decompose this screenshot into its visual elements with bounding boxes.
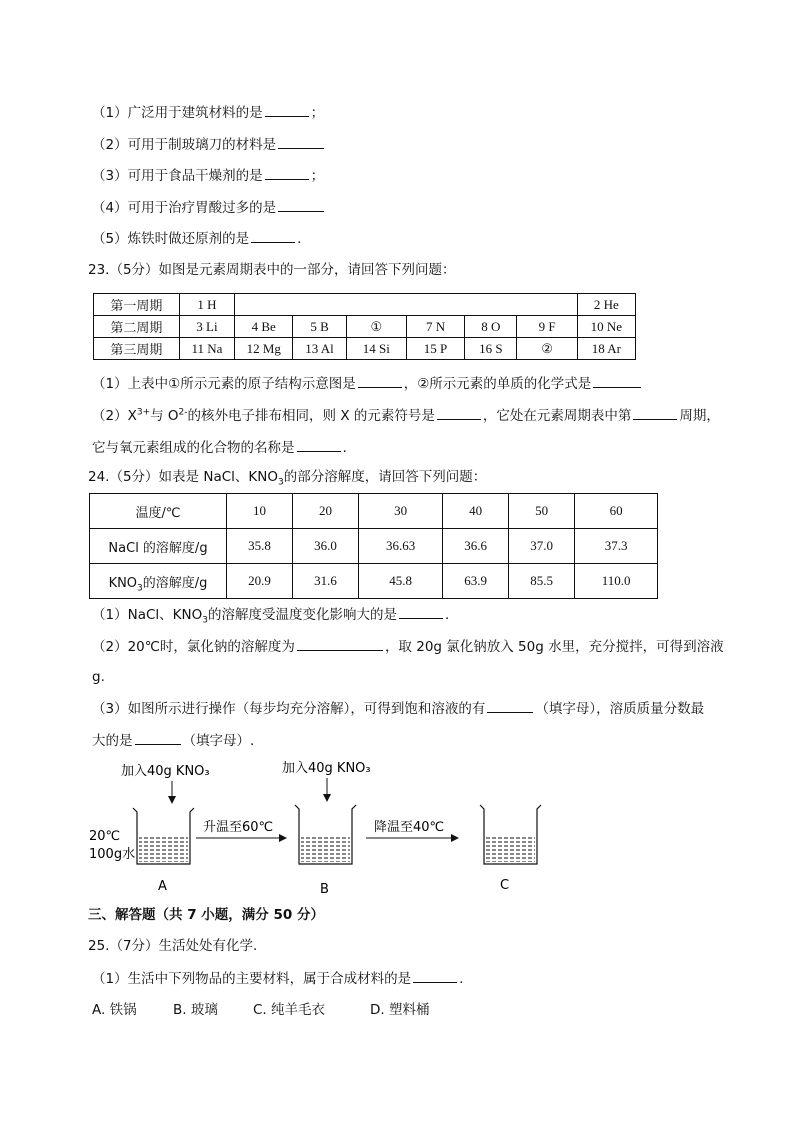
answer-blank[interactable] <box>297 637 383 651</box>
answer-blank[interactable] <box>399 605 443 619</box>
answer-blank[interactable] <box>593 374 641 388</box>
table-cell: 37.0 <box>509 529 575 564</box>
element-cell: 3 Li <box>179 316 234 338</box>
table-row <box>90 529 658 564</box>
condition-water: 100g水 <box>89 847 136 862</box>
period-label: 第一周期 <box>94 294 180 316</box>
q23-part1 <box>92 374 643 393</box>
answer-blank[interactable] <box>278 198 324 212</box>
element-cell: 11 Na <box>179 338 234 360</box>
q22-item-3-text: （3）可用于食品干燥剂的是 <box>92 168 263 184</box>
table-row <box>94 294 636 316</box>
q24-part1-text-b: 的溶解度受温度变化影响大的是 <box>207 607 397 623</box>
beaker-b <box>295 805 356 864</box>
q24-part1 <box>92 605 449 624</box>
answer-blank[interactable] <box>265 103 309 117</box>
element-cell: 13 Al <box>293 338 346 360</box>
q24-part2-text-a: （2）20℃时，氯化钠的溶解度为 <box>92 639 295 655</box>
column-header: 20 <box>293 494 359 529</box>
q24-stem-b: 的部分溶解度，请回答下列问题： <box>283 469 487 485</box>
answer-blank[interactable] <box>358 374 402 388</box>
formula-subscript: 3 <box>137 583 143 594</box>
q24-part1-text-a: （1）NaCl、KNO <box>92 607 203 623</box>
q23-part2-text-d: ，它处在元素周期表中第 <box>482 408 632 424</box>
table-row <box>94 338 636 360</box>
answer-blank[interactable] <box>251 229 295 243</box>
q25-option-a[interactable]: A. 铁锅 <box>92 1002 137 1018</box>
q24-part3-cont <box>92 731 254 750</box>
q22-item-3 <box>92 166 324 185</box>
q24-stem-a: 24.（5分）如表是 NaCl、KNO <box>88 469 278 485</box>
element-cell: 16 S <box>465 338 517 360</box>
q22-item-3-tail: ； <box>310 168 325 184</box>
element-cell: 14 Si <box>346 338 406 360</box>
element-cell: 18 Ar <box>577 338 635 360</box>
element-cell: 1 H <box>179 294 234 316</box>
q23-stem: 23.（5分）如图是元素周期表中的一部分，请回答下列问题： <box>88 262 456 278</box>
q24-part3 <box>92 699 704 718</box>
period-label: 第三周期 <box>94 338 180 360</box>
q22-item-5-text: （5）炼铁时做还原剂的是 <box>92 231 250 247</box>
q22-item-2-text: （2）可用于制玻璃刀的材料是 <box>92 137 277 153</box>
answer-blank[interactable] <box>265 166 309 180</box>
table-row <box>90 494 658 529</box>
step-cool-label: 降温至40℃ <box>374 820 445 835</box>
q22-item-4 <box>92 198 326 217</box>
q23-part2-text-b: 与 O <box>150 408 179 424</box>
q25-option-d[interactable]: D. 塑料桶 <box>370 1002 430 1018</box>
table-cell: 35.8 <box>227 529 293 564</box>
q23-part2-text-a: （2）X <box>92 408 137 424</box>
q23-part1-text-a: （1）上表中①所示元素的原子结构示意图是 <box>92 376 356 392</box>
q23-part2-text-f: 它与氧元素组成的化合物的名称是 <box>92 440 295 456</box>
table-cell: 37.3 <box>575 529 658 564</box>
beaker-label-a: A <box>158 879 167 894</box>
q22-item-5 <box>92 229 301 248</box>
table-row <box>94 316 636 338</box>
answer-blank[interactable] <box>135 731 181 745</box>
q24-part2 <box>92 637 724 656</box>
row-header <box>90 564 227 599</box>
column-header: 50 <box>509 494 575 529</box>
answer-blank[interactable] <box>633 406 677 420</box>
q22-item-4-text: （4）可用于治疗胃酸过多的是 <box>92 200 277 216</box>
q22-item-1-tail: ； <box>310 105 325 121</box>
q25-part1-tail: . <box>459 971 464 987</box>
row-header-text-b: 的溶解度/g <box>142 575 208 591</box>
q22-item-1-text: （1）广泛用于建筑材料的是 <box>92 105 263 121</box>
element-cell: 4 Be <box>235 316 293 338</box>
row-header-text-a: KNO <box>108 575 138 591</box>
beaker-label-c: C <box>500 878 510 893</box>
q25-option-b[interactable]: B. 玻璃 <box>173 1002 218 1018</box>
condition-temp: 20℃ <box>89 829 121 844</box>
add-kno3-label-a: 加入40g KNO₃ <box>121 764 210 779</box>
periodic-table <box>93 293 636 360</box>
column-header: 30 <box>359 494 443 529</box>
table-cell: 36.0 <box>293 529 359 564</box>
step-heat-label: 升温至60℃ <box>203 820 274 835</box>
element-cell: 10 Ne <box>577 316 635 338</box>
element-cell: 7 N <box>406 316 464 338</box>
table-row <box>90 564 658 599</box>
q22-item-1 <box>92 103 324 122</box>
q24-part3-text-c: 大的是 <box>92 733 133 749</box>
column-header: 10 <box>227 494 293 529</box>
table-cell: 110.0 <box>575 564 658 599</box>
table-cell: 31.6 <box>293 564 359 599</box>
q24-part1-text-c: . <box>444 607 450 623</box>
q23-part1-text-b: ，②所示元素的单质的化学式是 <box>403 376 592 392</box>
answer-blank[interactable] <box>437 406 481 420</box>
q24-stem <box>88 468 486 486</box>
q23-part2 <box>92 406 720 425</box>
answer-blank[interactable] <box>297 438 341 452</box>
formula-subscript: 3 <box>277 477 284 488</box>
q24-part3-text-d: （填字母）. <box>182 733 255 749</box>
charge-superscript: 2- <box>178 407 188 418</box>
q24-part3-text-a: （3）如图所示进行操作（每步均充分溶解），可得到饱和溶液的有 <box>92 701 486 717</box>
solubility-table <box>89 493 658 599</box>
column-header: 60 <box>575 494 658 529</box>
table-cell: 45.8 <box>359 564 443 599</box>
q23-part2-text-e: 周期， <box>679 408 720 424</box>
formula-subscript: 3 <box>202 615 208 626</box>
add-kno3-label-b: 加入40g KNO₃ <box>282 761 371 776</box>
element-cell: ② <box>517 338 577 360</box>
element-cell: 5 B <box>293 316 346 338</box>
column-header: 温度/℃ <box>90 494 227 529</box>
q23-part2-text-c: 的核外电子排布相同，则 X 的元素符号是 <box>187 408 435 424</box>
q25-stem: 25.（7分）生活处处有化学. <box>88 938 258 954</box>
q23-part2-text-g: . <box>342 440 347 456</box>
q24-part2-cont: g. <box>92 669 105 685</box>
element-cell: 2 He <box>577 294 635 316</box>
table-cell: 63.9 <box>443 564 509 599</box>
q22-item-2 <box>92 135 326 154</box>
q23-part2-cont <box>92 438 347 457</box>
answer-blank[interactable] <box>278 135 324 149</box>
element-cell: 15 P <box>406 338 464 360</box>
element-cell: 12 Mg <box>235 338 293 360</box>
section-title: 三、解答题（共 7 小题，满分 50 分） <box>88 907 324 923</box>
empty-block <box>235 294 578 316</box>
answer-blank[interactable] <box>487 699 533 713</box>
q24-part2-text-b: ，取 20g 氯化钠放入 50g 水里，充分搅拌，可得到溶液 <box>384 639 724 655</box>
element-cell: 8 O <box>465 316 517 338</box>
element-cell: 9 F <box>517 316 577 338</box>
period-label: 第二周期 <box>94 316 180 338</box>
q25-option-c[interactable]: C. 纯羊毛衣 <box>253 1002 326 1018</box>
beaker-label-b: B <box>320 882 329 897</box>
answer-blank[interactable] <box>413 969 457 983</box>
q24-part3-text-b: （填字母），溶质质量分数最 <box>535 701 705 717</box>
q22-item-5-tail: . <box>297 231 302 247</box>
q25-part1 <box>92 969 463 988</box>
beaker-a <box>133 808 194 864</box>
row-header: NaCl 的溶解度/g <box>90 529 227 564</box>
charge-superscript: 3+ <box>136 407 151 418</box>
table-cell: 36.63 <box>359 529 443 564</box>
q25-part1-text: （1）生活中下列物品的主要材料，属于合成材料的是 <box>92 971 412 987</box>
element-cell: ① <box>346 316 406 338</box>
column-header: 40 <box>443 494 509 529</box>
table-cell: 36.6 <box>443 529 509 564</box>
table-cell: 85.5 <box>509 564 575 599</box>
table-cell: 20.9 <box>227 564 293 599</box>
beaker-c <box>480 805 541 864</box>
